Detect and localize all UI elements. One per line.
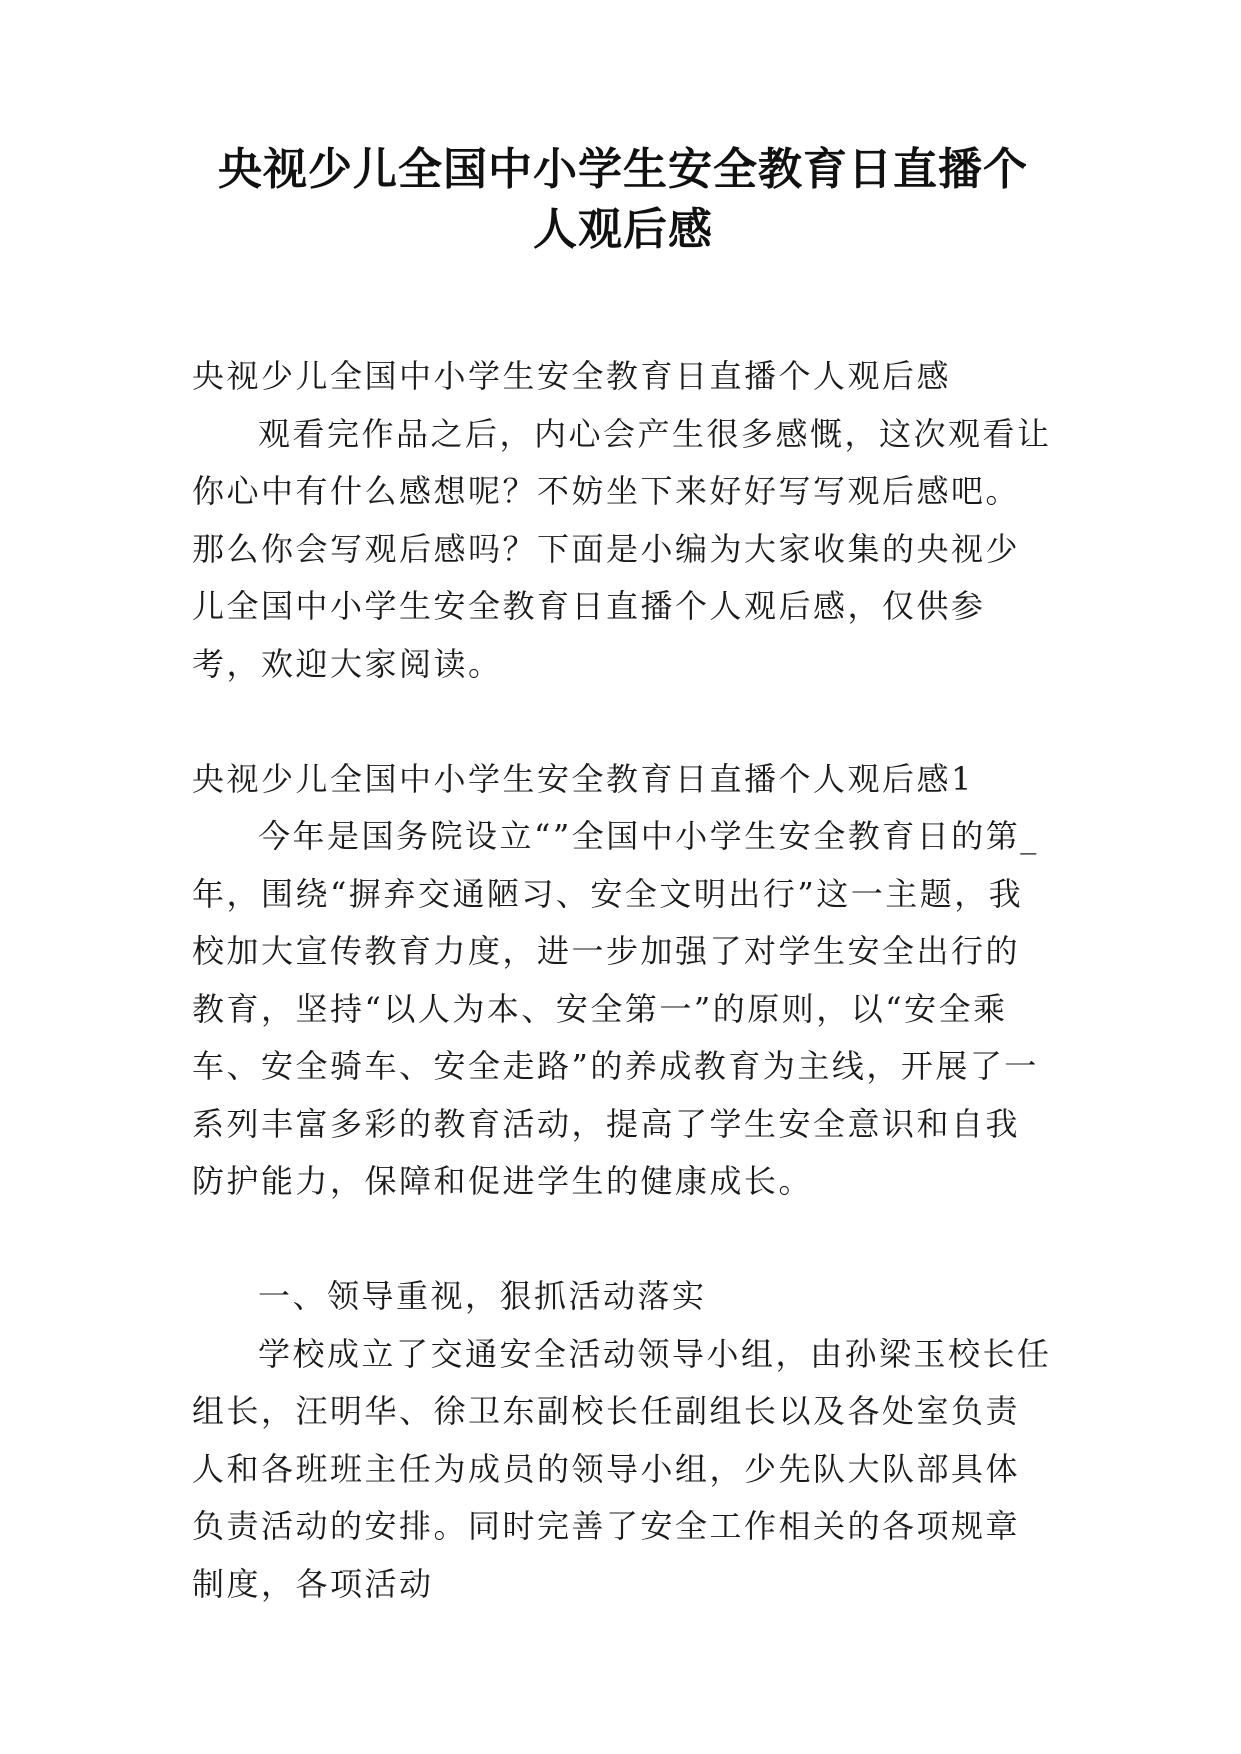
- document-title: [192, 140, 1054, 260]
- item-paragraph: 学校成立了交通安全活动领导小组，由孙梁玉校长任组长，汪明华、徐卫东副校长任副组长以及各处室负责人和各班班主任为成员的领导小组，少先队大队部具体负责活动的安排。同时完善了安全工作相关的各项规章制度，各项活动: [192, 1334, 1052, 1603]
- intro-paragraph: 观看完作品之后，内心会产生很多感慨，这次观看让你心中有什么感想呢？不妨坐下来好好写写观后感吧。那么你会写观后感吗？下面是小编为大家收集的央视少儿全国中小学生安全教育日直播个人观后感，仅供参考，欢迎大家阅读。: [192, 414, 1052, 683]
- section-paragraph: 今年是国务院设立“”全国中小学生安全教育日的第_年，围绕“摒弃交通陋习、安全文明出行”这一主题，我校加大宣传教育力度，进一步加强了对学生安全出行的教育，坚持“以人为本、安全第一”的原则，以“安全乘车、安全骑车、安全走路”的养成教育为主线，开展了一系列丰富多彩的教育活动，提高了学生安全意识和自我防护能力，保障和促进学生的健康成长。: [192, 817, 1039, 1200]
- title-line-2: 人观后感: [533, 204, 713, 255]
- document-page: [192, 140, 1054, 1613]
- section-heading: 央视少儿全国中小学生安全教育日直播个人观后感1: [192, 759, 974, 798]
- document-subtitle: 央视少儿全国中小学生安全教育日直播个人观后感: [192, 357, 952, 395]
- title-line-1: 央视少儿全国中小学生安全教育日直播个: [218, 144, 1028, 195]
- item-heading: 一、领导重视，狠抓活动落实: [258, 1277, 707, 1315]
